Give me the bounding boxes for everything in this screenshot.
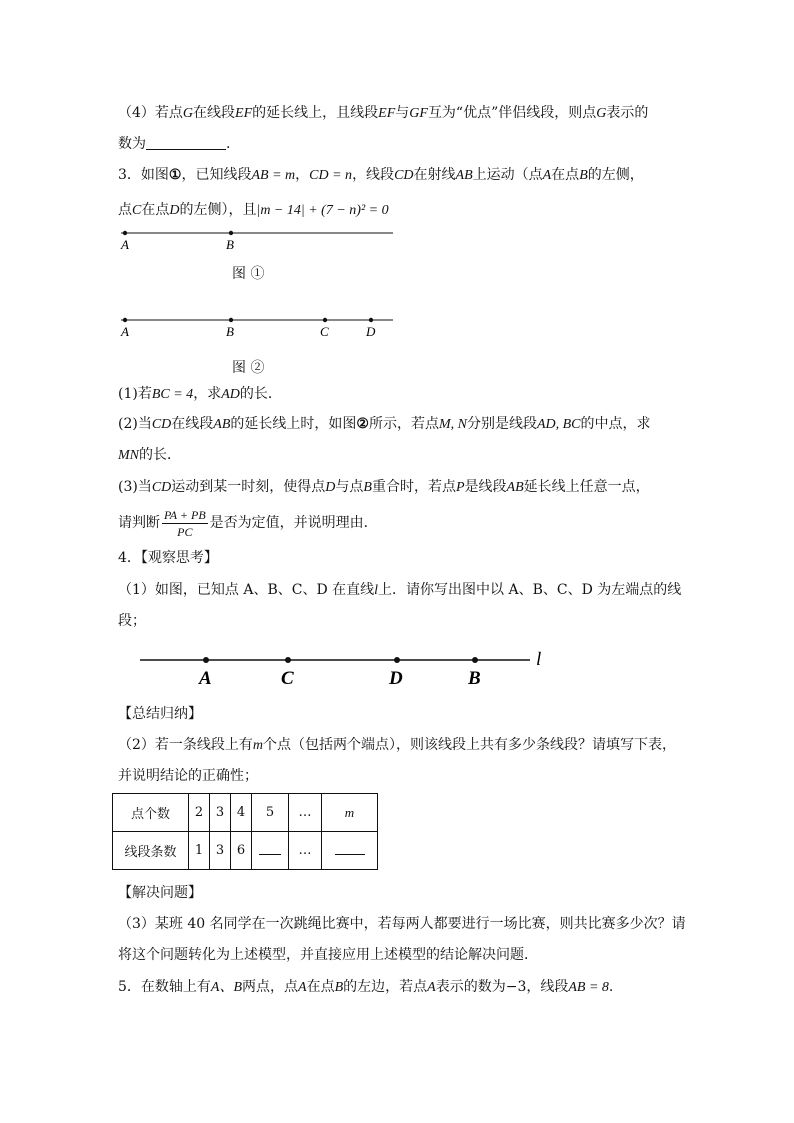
q2-part4-line2: 数为 .: [118, 136, 231, 152]
solve-title: 【解决问题】: [118, 885, 202, 901]
q4-part3-line1: （3）某班 40 名同学在一次跳绳比赛中，若每两人都要进行一场比赛，则共比赛多少次？请: [118, 916, 686, 932]
point-b: [472, 657, 478, 663]
q3-part1: (1)若BC = 4，求AD的长．: [118, 386, 282, 402]
q3-part2-line2: MN的长．: [118, 447, 181, 463]
summary-title: 【总结归纳】: [118, 706, 202, 722]
label-d: D: [366, 324, 376, 339]
q4-part1-line2: 段；: [118, 613, 146, 629]
label-b: B: [468, 668, 481, 689]
point-a: [123, 318, 127, 322]
q4-part1-line1: （1）如图，已知点 A、B、C、D 在直线l上．请你写出图中以 A、B、C、D 为左端点的线: [118, 582, 682, 598]
fraction: $\frac{PA + PB}{PC}$: [164, 507, 206, 539]
q4-part2-line2: 并说明结论的正确性；: [118, 768, 258, 784]
table-row: 线段条数 1 3 6 …: [113, 832, 378, 870]
figure-1-caption: 图 ①: [232, 266, 265, 282]
point-c: [323, 318, 327, 322]
q3-part3-line2: 请判断 $\frac{PA + PB}{PC}$ 是否为定值，并说明理由．: [118, 507, 378, 539]
table-header: 线段条数: [113, 832, 189, 870]
figure-2-caption: 图 ②: [232, 360, 265, 376]
q3-line1: 3．如图①，已知线段AB = m，CD = n，线段CD在射线AB上运动（点A在点B的左侧，: [118, 167, 644, 183]
label-c: C: [320, 324, 329, 339]
figure-1: [115, 224, 405, 254]
answer-blank[interactable]: [146, 135, 226, 150]
label-a: A: [199, 668, 212, 689]
q5-line1: 5．在数轴上有A、B两点，点A在点B的左边，若点A表示的数为−3，线段AB = 8.: [118, 979, 614, 995]
equation: |m − 14| + (7 − n)² = 0: [256, 203, 389, 218]
label-b: B: [226, 324, 234, 339]
q4-part3-line2: 将这个问题转化为上述模型，并直接应用上述模型的结论解决问题．: [118, 947, 538, 963]
table-header: 点个数: [113, 794, 189, 832]
point-d: [394, 657, 400, 663]
label-a: A: [121, 324, 129, 339]
figure-2: [115, 311, 405, 341]
figure-line-l: [138, 648, 558, 692]
point-c: [285, 657, 291, 663]
label-b: B: [226, 237, 234, 252]
q3-line2: 点C在点D的左侧），且|m − 14| + (7 − n)² = 0: [118, 202, 389, 218]
blank-cell[interactable]: [322, 832, 378, 870]
label-l: l: [536, 649, 542, 670]
label-d: D: [389, 668, 403, 689]
q4-heading: 4．【观察思考】: [118, 550, 218, 566]
blank-cell[interactable]: [252, 832, 289, 870]
q4-part2-line1: （2）若一条线段上有m个点（包括两个端点），则该线段上共有多少条线段？请填写下表，: [118, 737, 677, 753]
point-b: [229, 231, 233, 235]
point-d: [369, 318, 373, 322]
point-a: [123, 231, 127, 235]
point-b: [229, 318, 233, 322]
table-row: 点个数 2 3 4 5 … m: [113, 794, 378, 832]
q2-part4-line1: （4）若点G在线段EF的延长线上，且线段EF与GF互为“优点”伴侣线段，则点G表示的: [118, 105, 649, 121]
segment-count-table: [112, 793, 378, 870]
point-a: [203, 657, 209, 663]
q3-part3-line1: (3)当CD运动到某一时刻，使得点D与点B重合时，若点P是线段AB延长线上任意一点，: [118, 479, 650, 495]
label-a: A: [121, 237, 129, 252]
q3-part2-line1: (2)当CD在线段AB的延长线上时，如图②所示，若点M, N分别是线段AD, BC的中点，求: [118, 416, 651, 432]
label-c: C: [281, 668, 294, 689]
